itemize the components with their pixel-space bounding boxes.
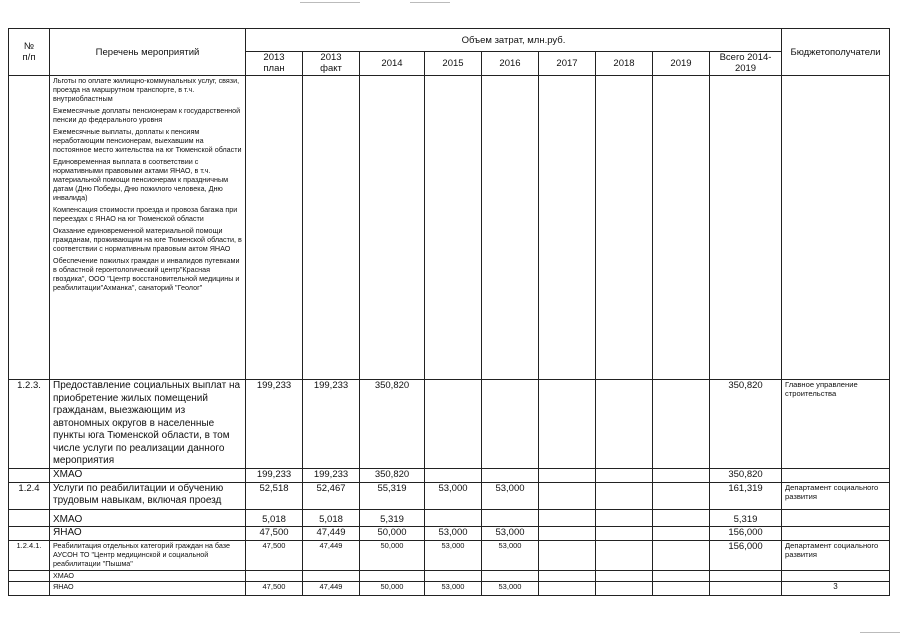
value-cell: 50,000 xyxy=(360,540,425,570)
value-cell xyxy=(653,380,710,469)
region-label: ХМАО xyxy=(50,468,246,482)
value-cell: 53,000 xyxy=(482,581,539,595)
value-cell xyxy=(539,468,596,482)
recipient-cell: Департамент социального развития xyxy=(782,540,890,570)
value-cell: 53,000 xyxy=(482,527,539,541)
measure-item: Льготы по оплате жилищно-коммунальных услуг, связи, проезда на маршрутном транспорте, в т.ч. внутриобластным xyxy=(53,76,240,103)
year-header: 2014 xyxy=(360,52,425,76)
value-cell xyxy=(653,468,710,482)
value-cell: 199,233 xyxy=(303,380,360,469)
num-col-header: № п/п xyxy=(9,29,50,76)
value-cell: 47,449 xyxy=(303,527,360,541)
value-cell xyxy=(596,482,653,509)
value-cell xyxy=(425,468,482,482)
value-cell: 50,000 xyxy=(360,581,425,595)
recipient-cell xyxy=(782,570,890,581)
value-cell xyxy=(653,570,710,581)
value-cell: 5,319 xyxy=(710,509,782,527)
table-row-sub xyxy=(9,509,890,527)
recipient-cell xyxy=(782,509,890,527)
row-number: 1.2.4.1. xyxy=(9,540,50,570)
value-cell: 5,319 xyxy=(360,509,425,527)
value-cell xyxy=(482,380,539,469)
value-cell xyxy=(425,380,482,469)
region-label: ЯНАО xyxy=(50,581,246,595)
row-number: 1.2.3. xyxy=(9,380,50,469)
year-header: 2013 план xyxy=(246,52,303,76)
row-text: Предоставление социальных выплат на приобретение жилых помещений гражданам, выезжающим из автономных округов в населенные пункты юга Тюменской области, в том числе услуги по реализации данного мероприятия xyxy=(50,380,246,469)
table-row-sub xyxy=(9,468,890,482)
table-row-sub xyxy=(9,527,890,541)
value-cell xyxy=(596,509,653,527)
value-cell xyxy=(539,482,596,509)
value-cell: 55,319 xyxy=(360,482,425,509)
measure-item: Единовременная выплата в соответствии с нормативными правовыми актами ЯНАО, в т.ч. материальной помощи пенсионерам к праздничным датам (Дню Победы, Дню пожилого человека, Дню инвалида) xyxy=(53,157,229,202)
table-row-sub xyxy=(9,581,890,595)
value-cell xyxy=(710,581,782,595)
measure-item: Ежемесячные выплаты, доплаты к пенсиям неработающим пенсионерам, выехавшим на постоянное место жительства на юг Тюменской области xyxy=(53,127,242,154)
value-cell: 52,467 xyxy=(303,482,360,509)
value-cell: 350,820 xyxy=(360,380,425,469)
year-header: 2017 xyxy=(539,52,596,76)
measures-list-cell xyxy=(50,76,246,380)
region-label: ЯНАО xyxy=(50,527,246,541)
scan-artifact xyxy=(300,2,360,3)
year-header: 2019 xyxy=(653,52,710,76)
value-cell xyxy=(596,527,653,541)
value-cell: 350,820 xyxy=(710,380,782,469)
value-cell xyxy=(596,570,653,581)
value-cell xyxy=(539,527,596,541)
row-text: Услуги по реабилитации и обучению трудовым навыкам, включая проезд xyxy=(50,482,246,509)
scan-artifact xyxy=(410,2,450,3)
value-cell: 53,000 xyxy=(482,540,539,570)
value-cell: 47,500 xyxy=(246,581,303,595)
value-cell xyxy=(596,380,653,469)
value-cell: 52,518 xyxy=(246,482,303,509)
value-cell: 53,000 xyxy=(425,527,482,541)
value-cell xyxy=(539,570,596,581)
year-header: 2016 xyxy=(482,52,539,76)
measure-item: Обеспечение пожилых граждан и инвалидов путевками в областной геронтологический центр"Красная гвоздика", ООО "Центр восстановительной медицины и реабилитации"Ахманка", санаторий "Геолог" xyxy=(53,256,240,292)
value-cell: 53,000 xyxy=(482,482,539,509)
recipient-cell: Департамент социального развития xyxy=(782,482,890,509)
recipient-cell xyxy=(782,527,890,541)
value-cell xyxy=(425,509,482,527)
value-cell xyxy=(653,540,710,570)
value-cell xyxy=(425,570,482,581)
header-row-1 xyxy=(9,29,890,52)
value-cell xyxy=(596,540,653,570)
value-cell xyxy=(653,527,710,541)
value-cell: 199,233 xyxy=(246,380,303,469)
costs-group-header: Объем затрат, млн.руб. xyxy=(246,29,782,52)
year-header: 2013 факт xyxy=(303,52,360,76)
value-cell: 199,233 xyxy=(303,468,360,482)
table-row xyxy=(9,540,890,570)
value-cell xyxy=(653,482,710,509)
year-header: Всего 2014- 2019 xyxy=(710,52,782,76)
value-cell xyxy=(539,509,596,527)
value-cell xyxy=(596,468,653,482)
value-cell xyxy=(360,570,425,581)
year-header: 2018 xyxy=(596,52,653,76)
value-cell: 53,000 xyxy=(425,540,482,570)
row-text: Реабилитация отдельных категорий граждан на базе АУСОН ТО "Центр медицинской и социальной реабилитации "Пышма" xyxy=(50,540,246,570)
value-cell: 156,000 xyxy=(710,527,782,541)
value-cell xyxy=(246,570,303,581)
top-block-row xyxy=(9,76,890,380)
value-cell: 47,449 xyxy=(303,540,360,570)
page-number: 3 xyxy=(782,581,890,595)
measures-col-header: Перечень мероприятий xyxy=(50,29,246,76)
region-label: ХМАО xyxy=(50,509,246,527)
value-cell: 161,319 xyxy=(710,482,782,509)
table-row xyxy=(9,380,890,469)
value-cell: 47,500 xyxy=(246,527,303,541)
value-cell: 50,000 xyxy=(360,527,425,541)
recipient-cell: Главное управление строительства xyxy=(782,380,890,469)
value-cell xyxy=(482,468,539,482)
row-number: 1.2.4 xyxy=(9,482,50,509)
year-header: 2015 xyxy=(425,52,482,76)
value-cell: 53,000 xyxy=(425,482,482,509)
value-cell: 53,000 xyxy=(425,581,482,595)
value-cell: 199,233 xyxy=(246,468,303,482)
value-cell xyxy=(539,540,596,570)
measure-item: Ежемесячные доплаты пенсионерам к государственной пенсии до федерального уровня xyxy=(53,106,241,124)
table-row xyxy=(9,482,890,509)
value-cell: 350,820 xyxy=(710,468,782,482)
value-cell: 350,820 xyxy=(360,468,425,482)
recipient-cell xyxy=(782,468,890,482)
scan-artifact xyxy=(860,632,900,633)
expenditure-table xyxy=(8,28,890,596)
value-cell xyxy=(596,581,653,595)
value-cell xyxy=(653,581,710,595)
value-cell xyxy=(539,581,596,595)
value-cell: 156,000 xyxy=(710,540,782,570)
num-cell xyxy=(9,76,50,380)
value-cell xyxy=(482,509,539,527)
value-cell xyxy=(482,570,539,581)
measure-item: Компенсация стоимости проезда и провоза багажа при переездах с ЯНАО на юг Тюменской области xyxy=(53,205,238,223)
value-cell xyxy=(653,509,710,527)
value-cell: 5,018 xyxy=(303,509,360,527)
value-cell xyxy=(539,380,596,469)
value-cell: 47,449 xyxy=(303,581,360,595)
measure-item: Оказание единовременной материальной помощи гражданам, проживающим на юге Тюменской области, в соответствии с нормативным правовым актом ЯНАО xyxy=(53,226,242,253)
value-cell: 5,018 xyxy=(246,509,303,527)
value-cell xyxy=(303,570,360,581)
recipients-col-header: Бюджетополучатели xyxy=(782,29,890,76)
table-row-sub xyxy=(9,570,890,581)
value-cell: 47,500 xyxy=(246,540,303,570)
region-label: ХМАО xyxy=(50,570,246,581)
value-cell xyxy=(710,570,782,581)
